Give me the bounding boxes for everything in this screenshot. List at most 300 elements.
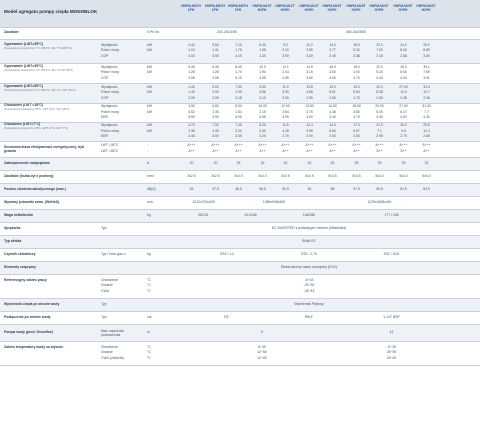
value-cell: 8.30 <box>235 104 242 109</box>
merged-value-cell: 5~30 <box>258 344 266 349</box>
row-note: (Temperatura zewnętrzna 7°C, DB 6°C; RH 7°C, LWT 55°C) <box>4 88 76 92</box>
value-cell: 26.0 <box>400 123 407 128</box>
value-cell: 5x4.0 <box>375 173 384 178</box>
merged-value-cell: -5~25 <box>387 344 396 349</box>
value-cell: 8.30 <box>259 42 266 47</box>
value-cell: 4.95 <box>212 75 219 80</box>
value-cell: 0.82 <box>188 109 195 114</box>
value-cell: 2.65 <box>423 134 430 139</box>
row-note: (Temperatura zewnętrzna 7°C, DB 6°C; RH 7°C,WB 6°C) <box>4 46 73 50</box>
sub-row-label: Grzanie <box>101 283 113 288</box>
value-cell: 2.22 <box>235 128 242 133</box>
merged-value-cell: 40~60 <box>386 355 397 360</box>
value-cell: 4.30 <box>423 115 430 120</box>
unit-cell: kW <box>147 48 152 53</box>
value-cell: 1.28 <box>212 70 219 75</box>
value-cell: 9.2 <box>283 42 288 47</box>
sub-row-label: COP <box>101 95 109 100</box>
value-cell: 30 <box>260 160 265 165</box>
value-cell: 4.00 <box>400 115 407 120</box>
value-cell: 56.5 <box>259 186 266 191</box>
value-cell: A+++ <box>375 143 384 148</box>
sub-row-label: EER <box>101 115 108 120</box>
value-cell: 2.00 <box>212 90 219 95</box>
unit-cell: kW <box>147 70 152 75</box>
merged-value-cell: 9 <box>261 329 263 334</box>
value-cell: 5x2.5 <box>305 173 314 178</box>
unit-cell: dB(A) <box>147 186 156 191</box>
value-cell: 17.0 <box>353 123 360 128</box>
model-header: HNPM-M30TH1PH <box>416 4 436 13</box>
value-cell: A++ <box>282 149 289 153</box>
row-divider <box>0 341 480 342</box>
value-cell: 3.00 <box>212 134 219 139</box>
value-cell: A+++ <box>258 143 267 148</box>
value-cell: 1.76 <box>235 48 242 53</box>
value-cell: 1.28 <box>188 70 195 75</box>
merged-value-cell: -5~43 <box>304 277 314 282</box>
value-cell: A+++ <box>211 143 220 148</box>
value-cell: 2.95 <box>376 134 383 139</box>
value-cell: 5.00 <box>212 84 219 89</box>
value-cell: 11.5 <box>282 123 289 128</box>
value-cell: A++ <box>400 149 407 153</box>
row-divider <box>0 196 480 197</box>
sub-row-label: Chłodzenie <box>101 344 118 349</box>
row-divider <box>0 248 480 249</box>
value-cell: A++ <box>188 149 195 153</box>
unit-cell: cal <box>147 314 152 319</box>
value-cell: 4.00 <box>353 70 360 75</box>
value-cell: 4.00 <box>400 75 407 80</box>
value-cell: 3.91 <box>423 75 430 80</box>
value-cell: 20 <box>283 160 288 165</box>
unit-cell: °C <box>147 277 151 282</box>
value-cell: 4.50 <box>188 104 195 109</box>
row-label: Pompa wody (prod. Grundfos) <box>4 329 53 334</box>
value-cell: A+++ <box>422 143 431 148</box>
row-label: Zasilanie <box>4 30 19 35</box>
value-cell: 20 <box>189 160 194 165</box>
merged-value-cell: R32 / 1,75 <box>301 251 317 256</box>
value-cell: 6.35 <box>212 64 219 69</box>
sub-row-label: Wydajność <box>101 64 118 69</box>
value-cell: 7.00 <box>376 48 383 53</box>
value-cell: 2.50 <box>306 134 313 139</box>
value-cell: A+++ <box>399 143 408 148</box>
value-cell: 5.50 <box>212 42 219 47</box>
row-divider <box>0 183 480 184</box>
value-cell: 3.10 <box>259 95 266 100</box>
unit-cell: kW <box>147 42 152 47</box>
row-divider <box>0 209 480 210</box>
value-cell: 12.4 <box>306 123 313 128</box>
value-cell: 27.00 <box>399 104 408 109</box>
sub-row-label: Wydajność <box>101 84 118 89</box>
value-cell: 3x4.0 <box>234 173 243 178</box>
value-cell: 10.0 <box>259 64 266 69</box>
value-cell: 4.60 <box>306 75 313 80</box>
value-cell: 4.95 <box>282 75 289 80</box>
value-cell: 7.69 <box>423 70 430 75</box>
value-cell: 59.8 <box>376 186 383 191</box>
model-header: HNPM-M6TH1PH <box>205 4 225 13</box>
value-cell: 21.0 <box>376 123 383 128</box>
merged-value-cell: 1385x945x526 <box>262 199 286 204</box>
value-cell: 13.8 <box>306 84 313 89</box>
row-note: (Temperatura zewnętrzna 35°C, LWT 12°C, LWT 7°C) <box>4 127 68 131</box>
value-cell: 3.75 <box>306 109 313 114</box>
value-cell: 5.80 <box>212 104 219 109</box>
value-cell: 61.5 <box>400 186 407 191</box>
row-label: Wymiary jednostki zewn. (WxHxD) <box>4 199 60 204</box>
merged-value-cell: 12~60 <box>257 355 267 360</box>
sub-row-label: Wydajność <box>101 104 118 109</box>
row-label: Elementy rozprężny <box>4 264 37 269</box>
value-cell: 5.61 <box>329 90 336 95</box>
value-cell: 32 <box>424 160 429 165</box>
sub-row-label: LWT =35°C <box>101 143 119 148</box>
value-cell: 2.84 <box>282 109 289 114</box>
row-label: Podłączenie po stronie wody <box>4 314 51 319</box>
value-cell: 3.53 <box>329 70 336 75</box>
unit-cell: mm <box>147 199 153 204</box>
value-cell: 7.10 <box>235 42 242 47</box>
sub-row-label: Pobór mocy <box>101 109 120 114</box>
value-cell: 2.65 <box>376 95 383 100</box>
value-cell: 3.45 <box>188 134 195 139</box>
value-cell: 24.0 <box>400 42 407 47</box>
unit-cell: - <box>147 143 149 148</box>
sub-row-label: Grzanie <box>101 350 113 355</box>
value-cell: 3.60 <box>306 53 313 58</box>
unit-cell: A <box>147 160 150 165</box>
value-cell: 1.93 <box>259 70 266 75</box>
value-cell: 4.95 <box>306 128 313 133</box>
value-cell: A+++ <box>281 143 290 148</box>
value-cell: 11.3 <box>423 128 430 133</box>
row-label: Chłodzenie (LWT=7°C) <box>4 122 41 127</box>
model-header: HNPM-M4TH1PH <box>181 4 201 13</box>
value-cell: 3.80 <box>353 109 360 114</box>
value-cell: 14.5 <box>306 64 313 69</box>
value-cell: 3.90 <box>212 53 219 58</box>
unit-cell: °C <box>147 350 151 355</box>
unit-cell: kW <box>147 64 152 69</box>
value-cell: 25 <box>401 160 406 165</box>
value-cell: 14.50 <box>328 104 337 109</box>
value-cell: 2.50 <box>329 134 336 139</box>
value-cell: 2.95 <box>306 95 313 100</box>
value-cell: 3.25 <box>259 134 266 139</box>
value-cell: 3.56 <box>259 90 266 95</box>
value-cell: 30.1 <box>423 64 430 69</box>
value-cell: 12.1 <box>282 64 289 69</box>
merged-value-cell: R32 / 1,4 <box>220 251 234 256</box>
row-divider <box>0 324 480 325</box>
value-cell: 5x4.0 <box>422 173 431 178</box>
value-cell: 10.4 <box>400 90 407 95</box>
model-header: HNPM-M16TH1PH <box>322 4 342 13</box>
merged-value-cell: 121/166 <box>244 212 257 217</box>
value-cell: 4.38 <box>329 109 336 114</box>
merged-value-cell: R5/4" <box>304 314 314 319</box>
value-cell: 4.75 <box>353 115 360 120</box>
value-cell: A++ <box>306 149 313 153</box>
value-cell: A++ <box>376 149 383 153</box>
row-divider <box>0 311 480 312</box>
value-cell: 5x2.5 <box>352 173 361 178</box>
value-cell: 3.15 <box>306 70 313 75</box>
value-cell: 4.40 <box>376 75 383 80</box>
row-label: Ogrzewanie (LWT=55°C) <box>4 83 43 88</box>
value-cell: 47.5 <box>212 186 219 191</box>
value-cell: 25.0 <box>423 42 430 47</box>
value-cell: 5.57 <box>353 128 360 133</box>
value-cell: 1.64 <box>235 109 242 114</box>
value-cell: 4.55 <box>259 115 266 120</box>
value-cell: 3.05 <box>282 95 289 100</box>
merged-value-cell: R1" <box>224 314 230 319</box>
merged-value-cell: 98/121 <box>198 212 209 217</box>
model-header: HNPM-M12TH1PH <box>275 4 295 13</box>
sub-row-label: CWU (zbiornik) <box>101 355 124 360</box>
sub-row-label: Wydajność <box>101 42 118 47</box>
unit-cell: °C <box>147 283 151 288</box>
row-parameter: Max. wysokość podnoszenia <box>101 328 124 337</box>
value-cell: 3.05 <box>353 134 360 139</box>
value-cell: 1.30 <box>212 128 219 133</box>
row-parameter: Typ <box>101 301 107 306</box>
merged-value-cell: Elektroniczny zawór rozprężny (EXV) <box>281 264 337 269</box>
row-note: (Temperatura zewnętrzna 7°C, DB 6°C; RH 7°C,WT 35°C) <box>4 68 74 72</box>
merged-value-cell: 380-415/3/50 <box>346 30 366 35</box>
value-cell: 7.45 <box>235 123 242 128</box>
value-cell: 4.00 <box>188 53 195 58</box>
value-cell: 5.20 <box>376 70 383 75</box>
merged-value-cell: -25~35 <box>303 283 315 288</box>
row-label: Poziom ciśnienia akustycznego (max.) <box>4 186 66 191</box>
value-cell: 3.95 <box>282 115 289 120</box>
value-cell: 4.68 <box>306 90 313 95</box>
value-cell: 18.0 <box>353 84 360 89</box>
value-cell: A+++ <box>187 143 196 148</box>
value-cell: 8.89 <box>423 48 430 53</box>
value-cell: 3.45 <box>329 53 336 58</box>
sub-row-label: CWU <box>101 288 110 293</box>
value-cell: 8.38 <box>376 90 383 95</box>
row-label: Ogrzewanie (LWT=35°C) <box>4 41 43 46</box>
sub-row-label: Pobór mocy <box>101 128 120 133</box>
value-cell: 2.45 <box>400 95 407 100</box>
row-label: Zasilanie (liczba żył x przekrój) <box>4 173 54 178</box>
row-label: Zakres temperatury wody na wylocie <box>4 344 64 349</box>
value-cell: 7.50 <box>235 84 242 89</box>
value-cell: 13.50 <box>305 104 314 109</box>
value-cell: 3.18 <box>376 53 383 58</box>
value-cell: 2.95 <box>188 95 195 100</box>
value-cell: 2.10 <box>282 48 289 53</box>
value-cell: 20 <box>330 160 335 165</box>
row-parameter: Typ / Ilość gaz.u <box>101 251 126 256</box>
value-cell: 5x2.5 <box>328 173 337 178</box>
value-cell: 5.15 <box>235 75 242 80</box>
value-cell: 25 <box>236 160 241 165</box>
value-cell: 2.59 <box>306 48 313 53</box>
merged-value-cell: 12 <box>389 329 394 334</box>
value-cell: 2.99 <box>235 90 242 95</box>
value-cell: 9.50 <box>259 84 266 89</box>
value-cell: 2.95 <box>212 95 219 100</box>
merged-value-cell: 12~60 <box>257 350 267 355</box>
value-cell: A+++ <box>328 143 337 148</box>
value-cell: 5x2.5 <box>281 173 290 178</box>
value-cell: 20 <box>213 160 218 165</box>
value-cell: 3.18 <box>235 95 242 100</box>
unit-cell: kW <box>147 123 152 128</box>
value-cell: 6.54 <box>353 90 360 95</box>
value-cell: 4.90 <box>212 115 219 120</box>
merged-value-cell: 1-1/4" BSP <box>383 314 400 319</box>
value-cell: 11.9 <box>282 84 289 89</box>
merged-value-cell: 220-240/1/50 <box>217 30 237 35</box>
value-cell: 7.7 <box>424 109 429 114</box>
value-cell: A++ <box>353 149 360 153</box>
value-cell: 14.0 <box>329 123 336 128</box>
unit-cell: V.Ph.Hz <box>147 30 160 35</box>
value-cell: 5.05 <box>235 115 242 120</box>
value-cell: 58 <box>330 186 335 191</box>
value-cell: 1.35 <box>212 109 219 114</box>
value-cell: 4.95 <box>259 75 266 80</box>
value-cell: 10.00 <box>258 104 267 109</box>
value-cell: 2.75 <box>282 134 289 139</box>
row-divider <box>0 157 480 158</box>
sub-row-label: Chłodzenie <box>101 277 118 282</box>
value-cell: 20 <box>307 160 312 165</box>
value-cell: 5.32 <box>353 48 360 53</box>
value-cell: 3.80 <box>423 53 430 58</box>
sub-row-label: Wydajność <box>101 123 118 128</box>
row-divider <box>0 298 480 299</box>
value-cell: 2.75 <box>353 95 360 100</box>
merged-value-cell: DC INVERTER z podwójnym rotorem (Mitsubishi) <box>271 225 347 230</box>
row-label: Zabezpieczenie nadprądowe <box>4 160 50 165</box>
value-cell: 22.0 <box>376 84 383 89</box>
value-cell: 12.7 <box>423 90 430 95</box>
merged-value-cell: Silnik DC <box>302 238 316 243</box>
value-cell: 18.0 <box>353 64 360 69</box>
merged-value-cell: 25~55 <box>386 350 397 355</box>
value-cell: 5.50 <box>188 115 195 120</box>
value-cell: 1.49 <box>188 90 195 95</box>
value-cell: 3.90 <box>282 53 289 58</box>
value-cell: 3.60 <box>306 115 313 120</box>
value-cell: 5.00 <box>376 109 383 114</box>
value-cell: 4.18 <box>282 128 289 133</box>
row-divider <box>0 365 480 366</box>
value-cell: 7.1 <box>377 128 382 133</box>
value-cell: 15.9 <box>329 64 336 69</box>
value-cell: 2.38 <box>423 95 430 100</box>
value-cell: 3x2.5 <box>187 173 196 178</box>
row-divider <box>0 235 480 236</box>
value-cell: A++ <box>212 149 219 153</box>
merged-value-cell: 146/186 <box>302 212 316 217</box>
unit-cell: kg <box>147 212 151 217</box>
value-cell: 2.50 <box>259 128 266 133</box>
sub-row-label: Pobór mocy <box>101 90 120 95</box>
value-cell: 4.70 <box>188 123 195 128</box>
row-divider <box>0 39 480 40</box>
merged-value-cell: Wymiennik Płytowy <box>294 301 324 306</box>
value-cell: A++ <box>423 149 430 153</box>
row-label: Sezonowa klasa efektywności energetycznej, tryb grzania <box>4 144 85 153</box>
value-cell: 2.70 <box>400 134 407 139</box>
value-cell: 4.10 <box>235 53 242 58</box>
value-cell: 45 <box>189 186 194 191</box>
value-cell: 1.10 <box>188 48 195 53</box>
value-cell: 3x4.0 <box>258 173 267 178</box>
value-cell: A++ <box>259 149 266 153</box>
row-divider <box>0 27 480 28</box>
value-cell: 5.60 <box>329 128 336 133</box>
row-label: Czynnik chłodniczy <box>4 251 36 256</box>
unit-cell: mm² <box>147 173 154 178</box>
value-cell: 13.0 <box>329 42 336 47</box>
value-cell: 22.0 <box>376 64 383 69</box>
value-cell: 5x4.0 <box>399 173 408 178</box>
value-cell: 4.70 <box>353 75 360 80</box>
row-label: Typ silnika <box>4 238 22 243</box>
value-cell: 8.20 <box>259 123 266 128</box>
value-cell: A++ <box>329 149 336 153</box>
value-cell: 4.95 <box>188 75 195 80</box>
value-cell: 2.44 <box>282 70 289 75</box>
value-cell: 22.0 <box>376 42 383 47</box>
row-label: Referencyjny zakres pracy <box>4 277 47 282</box>
unit-cell: kg <box>147 251 151 256</box>
model-header: HNPM-M8TH1PH <box>228 4 248 13</box>
sub-row-label: Pobór mocy <box>101 70 120 75</box>
value-cell: 3.90 <box>282 90 289 95</box>
model-header: HNPM-M14TH1PH <box>299 4 319 13</box>
merged-value-cell: 177 / 206 <box>384 212 399 217</box>
unit-cell: °C <box>147 355 151 360</box>
row-divider <box>0 170 480 171</box>
value-cell: 6.37 <box>400 109 407 114</box>
value-cell: 11.0 <box>306 42 313 47</box>
value-cell: 15.9 <box>329 84 336 89</box>
model-header: HNPM-M18TH1PH <box>346 4 366 13</box>
model-header: HNPM-M22TH1PH <box>369 4 389 13</box>
value-cell: 7.00 <box>212 123 219 128</box>
row-label: Ogrzewanie (LWT=35°C) <box>4 63 43 68</box>
value-cell: A+++ <box>305 143 314 148</box>
value-cell: 18.0 <box>353 42 360 47</box>
value-cell: 26.0 <box>400 64 407 69</box>
value-cell: 8.00 <box>400 48 407 53</box>
unit-cell: °C <box>147 344 151 349</box>
row-label: Sprężarka <box>4 225 21 230</box>
row-divider <box>0 222 480 223</box>
value-cell: 4.30 <box>259 53 266 58</box>
unit-cell: kW <box>147 109 152 114</box>
value-cell: 31.00 <box>422 104 431 109</box>
row-label: Chłodzenie (LWT =18°C) <box>4 103 43 108</box>
value-cell: 29.5 <box>423 123 430 128</box>
unit-cell: m <box>147 329 150 334</box>
